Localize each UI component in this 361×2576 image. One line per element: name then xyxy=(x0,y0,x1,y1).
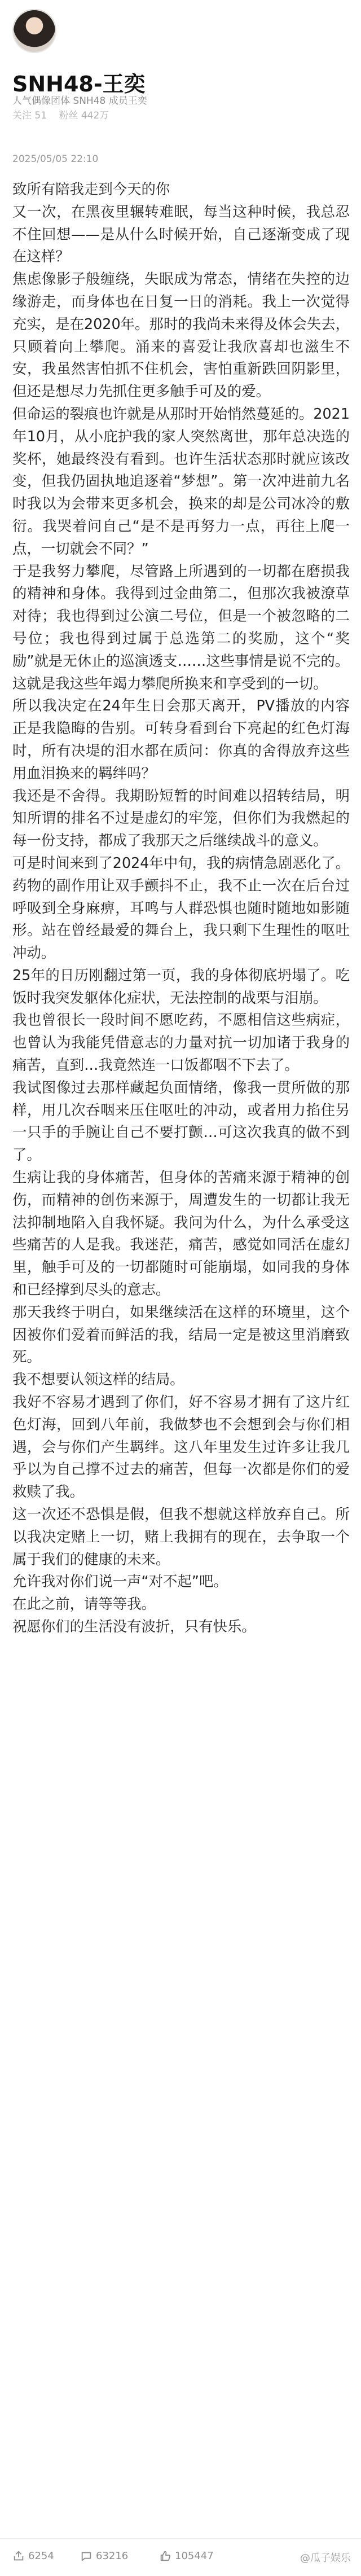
like-button[interactable] xyxy=(159,2550,214,2562)
post-paragraph: 这一次还不恐惧是假，但我不想就这样放弃自己。所以我决定赌上一切，赌上我拥有的现在，去争取一个属于我们的健康的未来。 xyxy=(12,1506,350,1568)
comment-count: 63216 xyxy=(96,2550,129,2562)
post-paragraph: 那天我终于明白，如果继续活在这样的环境里，这个因被你们爱着而鲜活的我，结局一定是被这里消磨致死。 xyxy=(12,1303,350,1366)
post-date: 2025/05/05 22:10 xyxy=(12,153,99,165)
follower-count[interactable]: 粉丝 442万 xyxy=(59,110,109,121)
post-paragraph: 在此之前，请等等我。 xyxy=(12,1595,156,1613)
like-icon xyxy=(159,2550,171,2562)
post-paragraph: 生病让我的身体痛苦，但身体的苦痛来源于精神的创伤，而精神的创伤来源于，周遭发生的一切都让我无法抑制地陷入自我怀疑。我问为什么，为什么承受这些痛苦的人是我。我迷茫，痛苦，感觉如同活在虚幻里，触手可及的一切都随时可能崩塌，如同我的身体和已经撑到尽头的意志。 xyxy=(12,1169,350,1298)
share-icon xyxy=(12,2550,25,2562)
action-bar xyxy=(0,2538,361,2576)
post-paragraph: 于是我努力攀爬，尽管路上所遇到的一切都在磨损我的精神和身体。我得到过金曲第二，但那次我被潦草对待；我也得到过公演二号位，但是一个被忽略的二号位；我也得到过属于总选第二的奖励，这个“奖励”就是无休止的巡演透支……这些事情是说不完的。 xyxy=(12,562,350,669)
post-paragraph: 所以我决定在24年生日会那天离开，PV播放的内容正是我隐晦的告别。可转身看到台下亮起的红色灯海时，所有决堤的泪水都在质问：你真的舍得放弃这些用血泪换来的羁绊吗？ xyxy=(12,697,350,782)
post-paragraph: 这就是我这些年竭力攀爬所换来和享受到的一切。 xyxy=(12,674,328,692)
post-paragraph: 25年的日历刚翻过第一页，我的身体彻底坍塌了。吃饭时我突发躯体化症状，无法控制的战栗与泪崩。 xyxy=(12,966,350,1006)
avatar[interactable] xyxy=(12,9,56,53)
post-paragraph: 又一次，在黑夜里辗转难眠，每当这种时候，我总忍不住回想——是从什么时候开始，自己逐渐变成了现在这样？ xyxy=(12,203,350,265)
post-paragraph: 致所有陪我走到今天的你 xyxy=(12,181,170,198)
share-count: 6254 xyxy=(28,2550,54,2562)
post-paragraph: 允许我对你们说一声“对不起”吧。 xyxy=(12,1573,228,1590)
post-paragraph: 焦虑像影子般缠绕，失眠成为常态，情绪在失控的边缘游走，而身体也在日复一日的消耗。我上一次觉得充实，是在2020年。那时的我尚未来得及体会失去，只顾着向上攀爬。涌来的喜爱让我欣喜却也滋生不安，我虽然害怕抓不住机会，害怕重新跌回阴影里，但还是想尽力先抓住更多触手可及的爱。 xyxy=(12,270,350,400)
post-paragraph: 我也曾很长一段时间不愿吃药，不愿相信这些病症，也曾认为我能凭借意志的力量对抗一切加诸于我身的痛苦，直到…我竟然连一口饭都咽不下去了。 xyxy=(12,1011,350,1074)
post-paragraph: 但命运的裂痕也许就是从那时开始悄然蔓延的。2021年10月，从小庇护我的家人突然离世，那年总决选的奖杯，她最终没有看到。也许生活状态那时就应该改变，但我仍固执地追逐着“梦想”。第一次冲进前九名时我以为会带来更多机会，换来的却是公司冰冷的敷衍。我哭着问自己“是不是再努力一点，再往上爬一点，一切就会不同？” xyxy=(12,405,350,557)
profile-stats xyxy=(12,107,118,121)
profile-header xyxy=(0,0,361,121)
profile-description: 人气偶像团体 SNH48 成员王奕 xyxy=(12,95,147,107)
share-button[interactable] xyxy=(12,2550,54,2562)
following-count[interactable]: 关注 51 xyxy=(12,110,47,121)
like-count: 105447 xyxy=(175,2550,214,2562)
post-paragraph: 我试图像过去那样藏起负面情绪，像我一贯所做的那样，用几次吞咽来压住呕吐的冲动，或者用力掐住另一只手的手腕让自己不要打颤…可这次我真的做不到了。 xyxy=(12,1078,350,1164)
watermark: @瓜子娱乐 xyxy=(300,2552,351,2564)
post-paragraph: 我不想要认领这样的结局。 xyxy=(12,1371,184,1388)
post-paragraph: 我还是不舍得。我期盼短暂的时间难以招转结局，明知所谓的排名不过是虚幻的牢笼，但你们为我燃起的每一份支持，都成了我那天之后继续战斗的意义。 xyxy=(12,787,350,849)
post-body xyxy=(12,178,350,1638)
post-paragraph: 祝愿你们的生活没有波折，只有快乐。 xyxy=(12,1618,256,1635)
profile-name[interactable]: SNH48-王奕 xyxy=(12,72,146,96)
comment-icon xyxy=(80,2550,93,2562)
post-paragraph: 我好不容易才遇到了你们，好不容易才拥有了这片红色灯海，回到八年前，我做梦也不会想到会与你们相遇，会与你们产生羁绊。这八年里发生过许多让我几乎以为自己撑不过去的痛苦，但每一次都是你们的爱救赎了我。 xyxy=(12,1393,350,1500)
post-paragraph: 可是时间来到了2024年中旬，我的病情急剧恶化了。药物的副作用让双手颤抖不止，我不止一次在后台过呼吸到全身麻痹，耳鸣与人群恐惧也随时随地如影随形。站在曾经最爱的舞台上，我只剩下生理性的呕吐冲动。 xyxy=(12,854,350,962)
comment-button[interactable] xyxy=(80,2550,128,2562)
